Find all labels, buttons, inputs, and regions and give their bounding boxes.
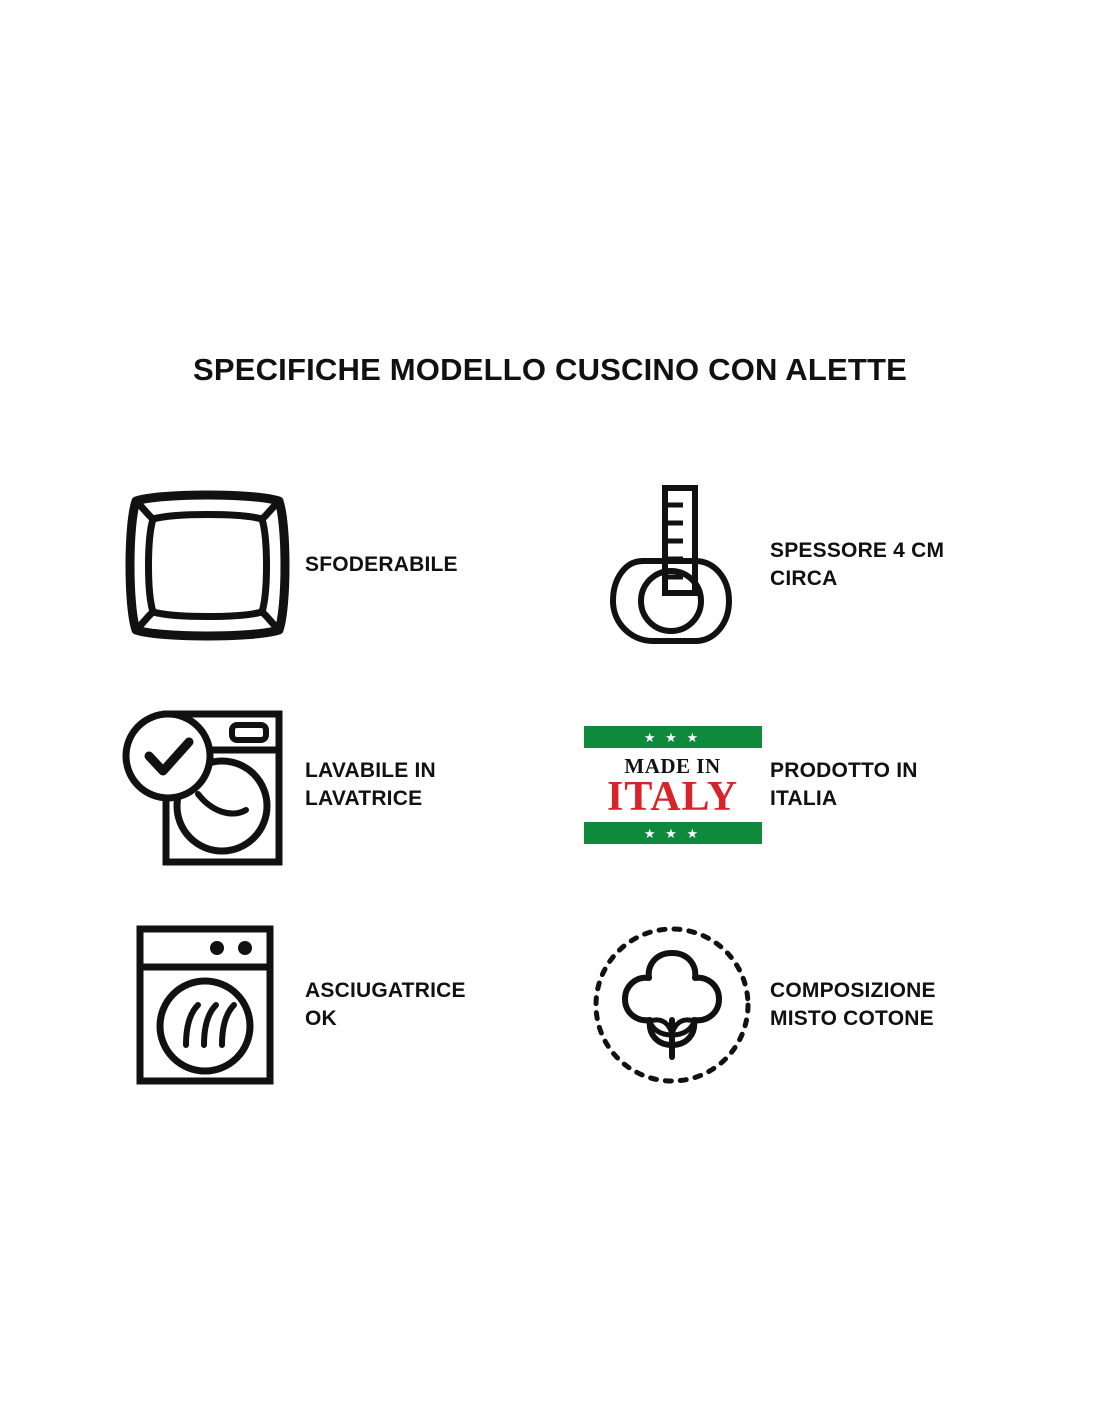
feature-label — [770, 537, 944, 594]
features-row — [110, 675, 1040, 895]
feature-lavabile — [110, 675, 575, 895]
feature-label — [305, 757, 436, 814]
feature-sfoderabile — [110, 455, 575, 675]
feature-label-line2: LAVATRICE — [305, 787, 423, 810]
feature-label-line1: SPESSORE 4 CM — [770, 538, 945, 562]
feature-prodotto-italia — [575, 675, 1040, 895]
feature-label-line2: CIRCA — [770, 567, 838, 590]
feature-composizione — [575, 895, 1040, 1115]
feature-label-line1: LAVABILE IN — [305, 758, 436, 782]
features-row — [110, 895, 1040, 1115]
stamp-text-group — [607, 748, 738, 822]
stamp-made-in-text: MADE IN — [624, 753, 721, 778]
feature-label-line2: MISTO COTONE — [770, 1007, 934, 1030]
tumble-dryer-icon — [110, 910, 305, 1100]
tape-measure-icon — [575, 470, 770, 660]
cotton-flower-icon — [575, 910, 770, 1100]
feature-spessore — [575, 455, 1040, 675]
feature-label — [770, 977, 936, 1034]
feature-label-line1: PRODOTTO IN — [770, 758, 918, 782]
feature-label-line1: COMPOSIZIONE — [770, 978, 936, 1002]
feature-label — [305, 551, 458, 579]
stamp-stars-bottom: ★ ★ ★ — [643, 825, 702, 841]
stamp-bottom-bar — [584, 822, 762, 844]
feature-label-line2: ITALIA — [770, 787, 838, 810]
pillow-icon — [110, 470, 305, 660]
made-in-italy-stamp — [584, 724, 762, 846]
stamp-stars-top: ★ ★ ★ — [643, 729, 702, 745]
feature-label — [770, 757, 918, 814]
stamp-top-bar — [584, 726, 762, 748]
feature-label-line1: ASCIUGATRICE — [305, 978, 466, 1002]
washing-machine-check-icon — [110, 690, 305, 880]
page-title: SPECIFICHE MODELLO CUSCINO CON ALETTE — [192, 352, 908, 387]
made-in-italy-stamp-icon — [575, 690, 770, 880]
features-grid — [110, 455, 1040, 1115]
feature-label — [305, 977, 466, 1034]
feature-label-line1: SFODERABILE — [305, 552, 458, 576]
stamp-italy-text: ITALY — [606, 773, 739, 820]
feature-asciugatrice — [110, 895, 575, 1115]
features-row — [110, 455, 1040, 675]
feature-label-line2: OK — [305, 1007, 337, 1030]
